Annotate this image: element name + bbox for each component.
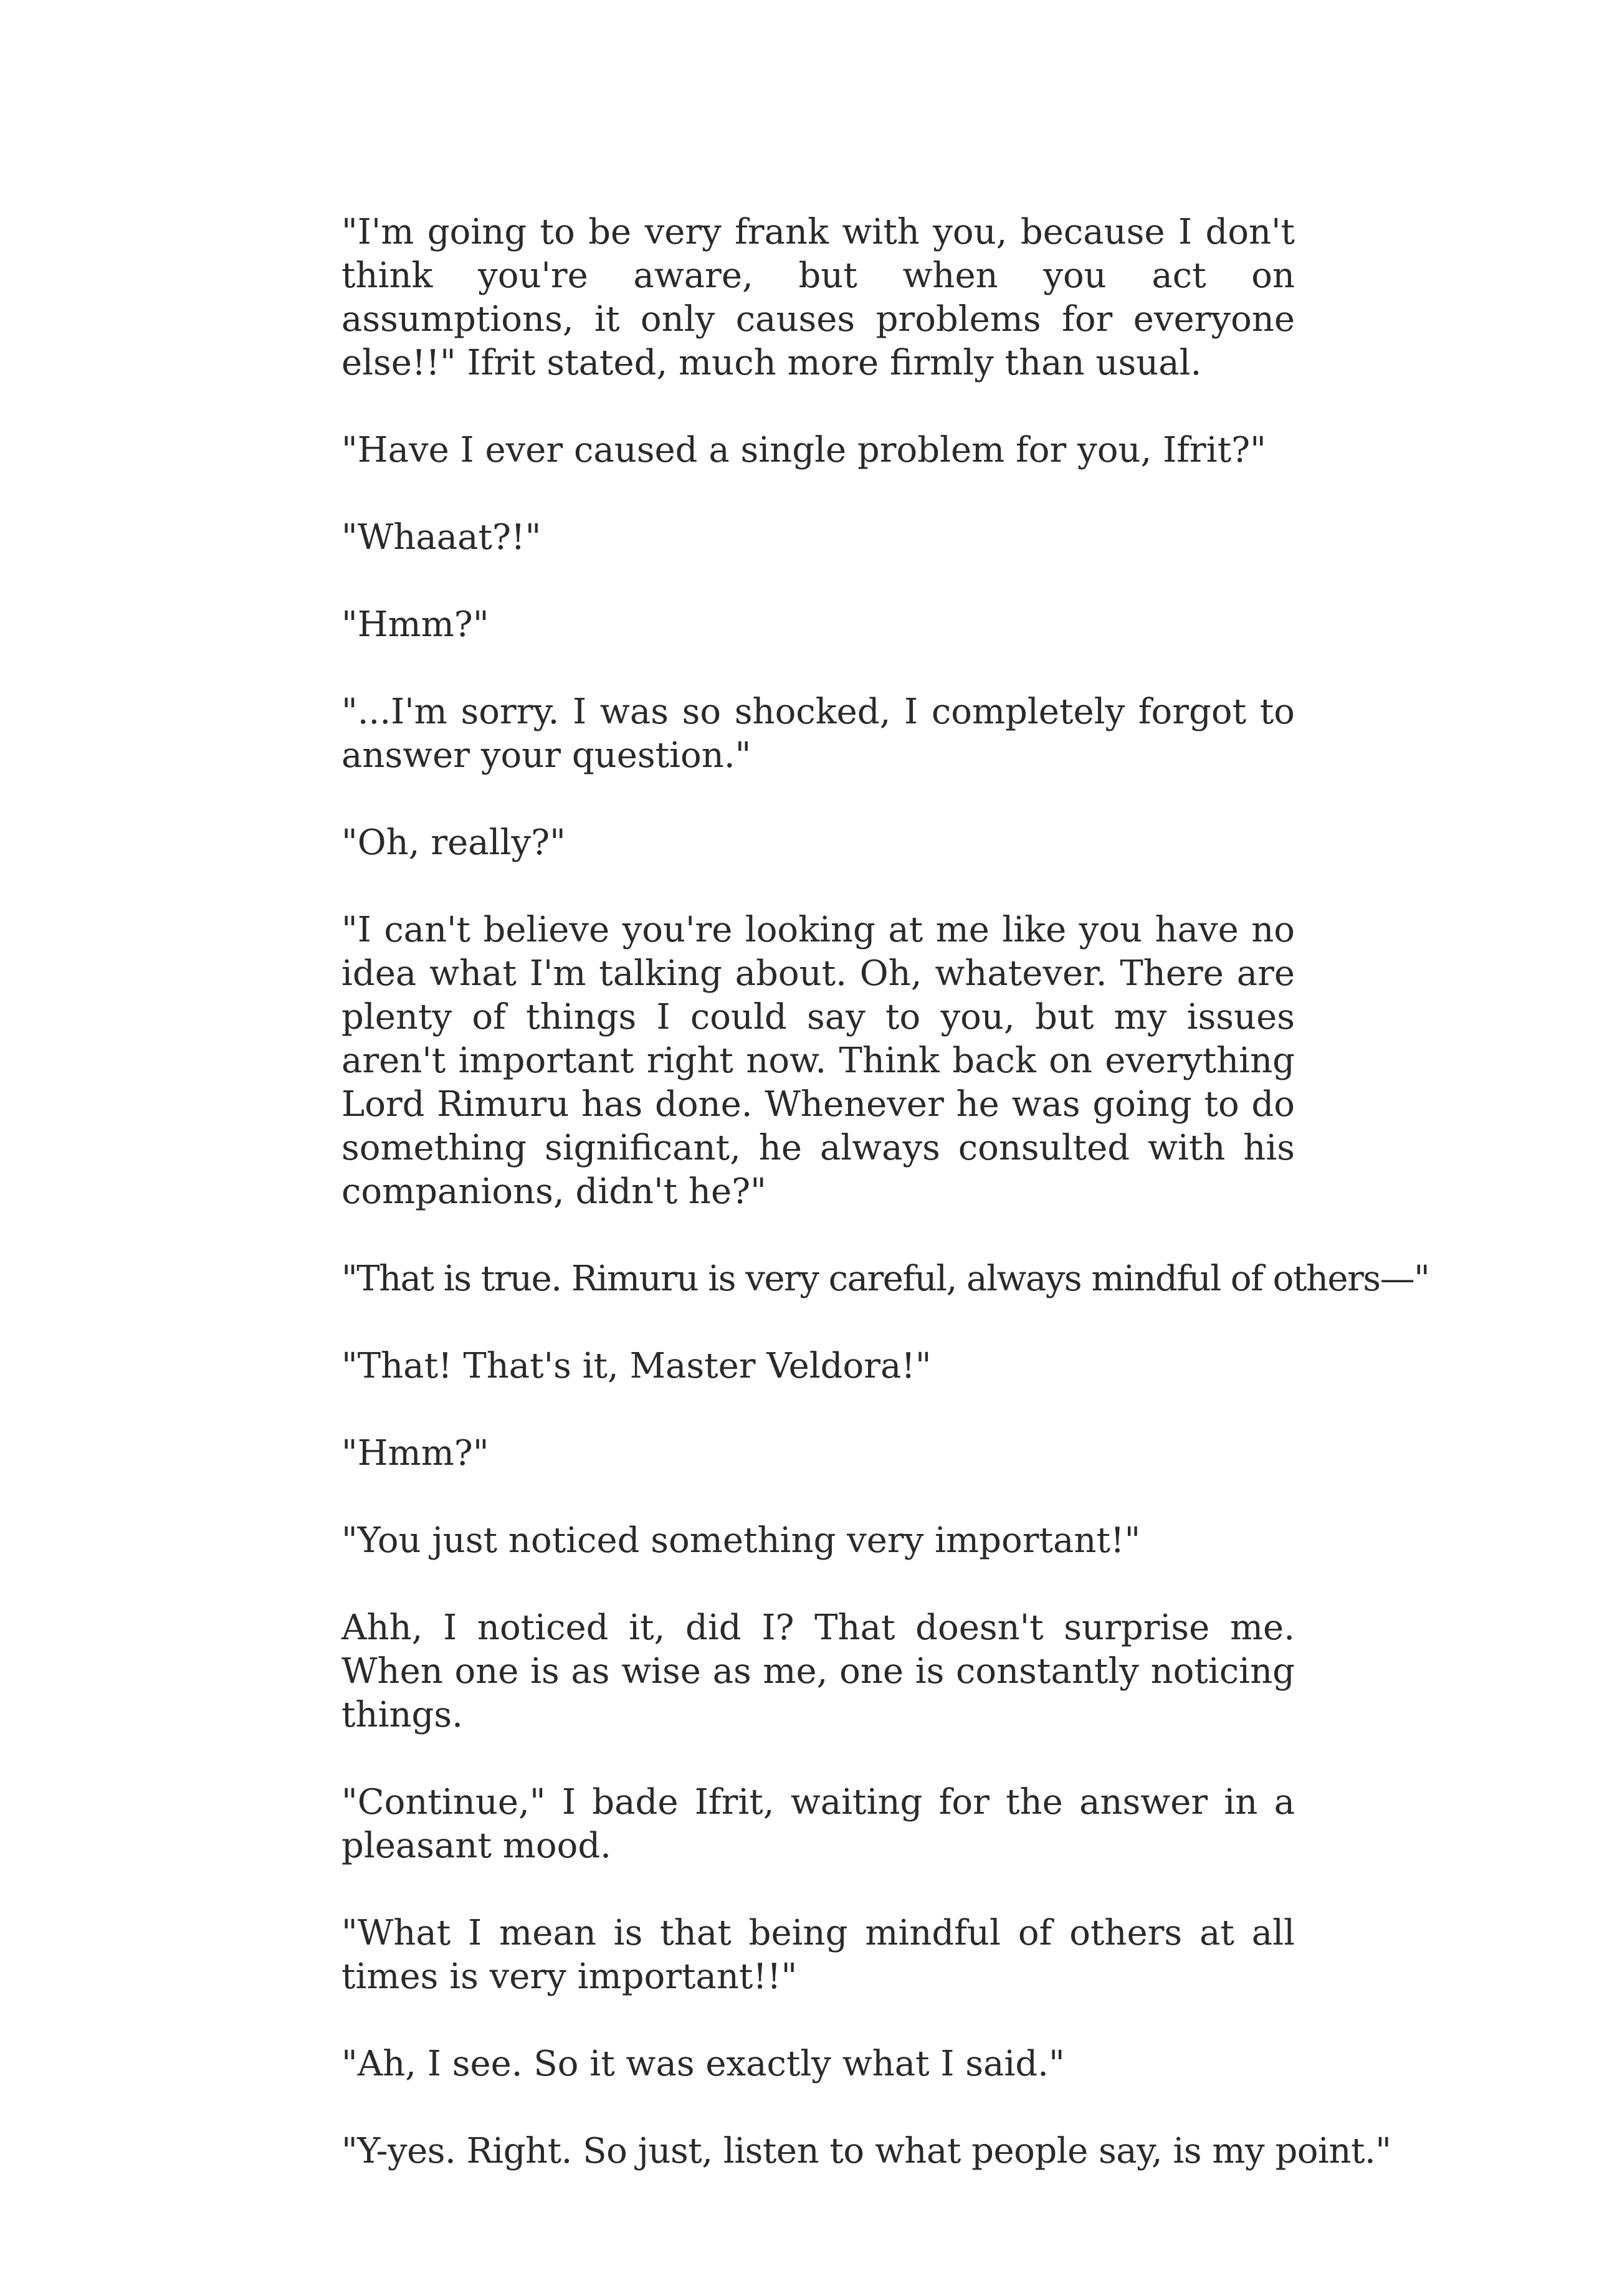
paragraph-3: "Whaaat?!" (341, 517, 541, 558)
paragraph-6: "Oh, really?" (341, 822, 566, 863)
paragraph-12: Ahh, I noticed it, did I? That doesn't surprise me. When one is as wise as me, one is constantly noticing things. (341, 1608, 1295, 1735)
paragraph-15: "Ah, I see. So it was exactly what I said." (341, 2044, 1065, 2084)
paragraph-7: "I can't believe you're looking at me like you have no idea what I'm talking about. Oh, whatever. There are plenty of things I could say to you, but my issues aren't important right now. Think back on everything Lord Rimuru has done. Whenever he was going to do something significant, he always consulted with his companions, didn't he?" (341, 910, 1295, 1212)
paragraph-5: "...I'm sorry. I was so shocked, I completely forgot to answer your question." (341, 692, 1295, 776)
paragraph-10: "Hmm?" (341, 1433, 489, 1474)
paragraph-14: "What I mean is that being mindful of others at all times is very important!!" (341, 1913, 1295, 1997)
paragraph-2: "Have I ever caused a single problem for you, Ifrit?" (341, 430, 1266, 470)
paragraph-9: "That! That's it, Master Veldora!" (341, 1346, 932, 1386)
paragraph-1: "I'm going to be very frank with you, because I don't think you're aware, but when you act on assumptions, it only causes problems for everyone else!!" Ifrit stated, much more firmly than usual. (341, 212, 1295, 383)
paragraph-11: "You just noticed something very important!" (341, 1520, 1141, 1561)
paragraph-8: "That is true. Rimuru is very careful, always mindful of others—" (341, 1259, 1429, 1299)
paragraph-4: "Hmm?" (341, 604, 489, 645)
paragraph-16: "Y-yes. Right. So just, listen to what people say, is my point." (341, 2131, 1391, 2171)
page-text (341, 211, 1429, 2173)
paragraph-13: "Continue," I bade Ifrit, waiting for the answer in a pleasant mood. (341, 1782, 1295, 1866)
